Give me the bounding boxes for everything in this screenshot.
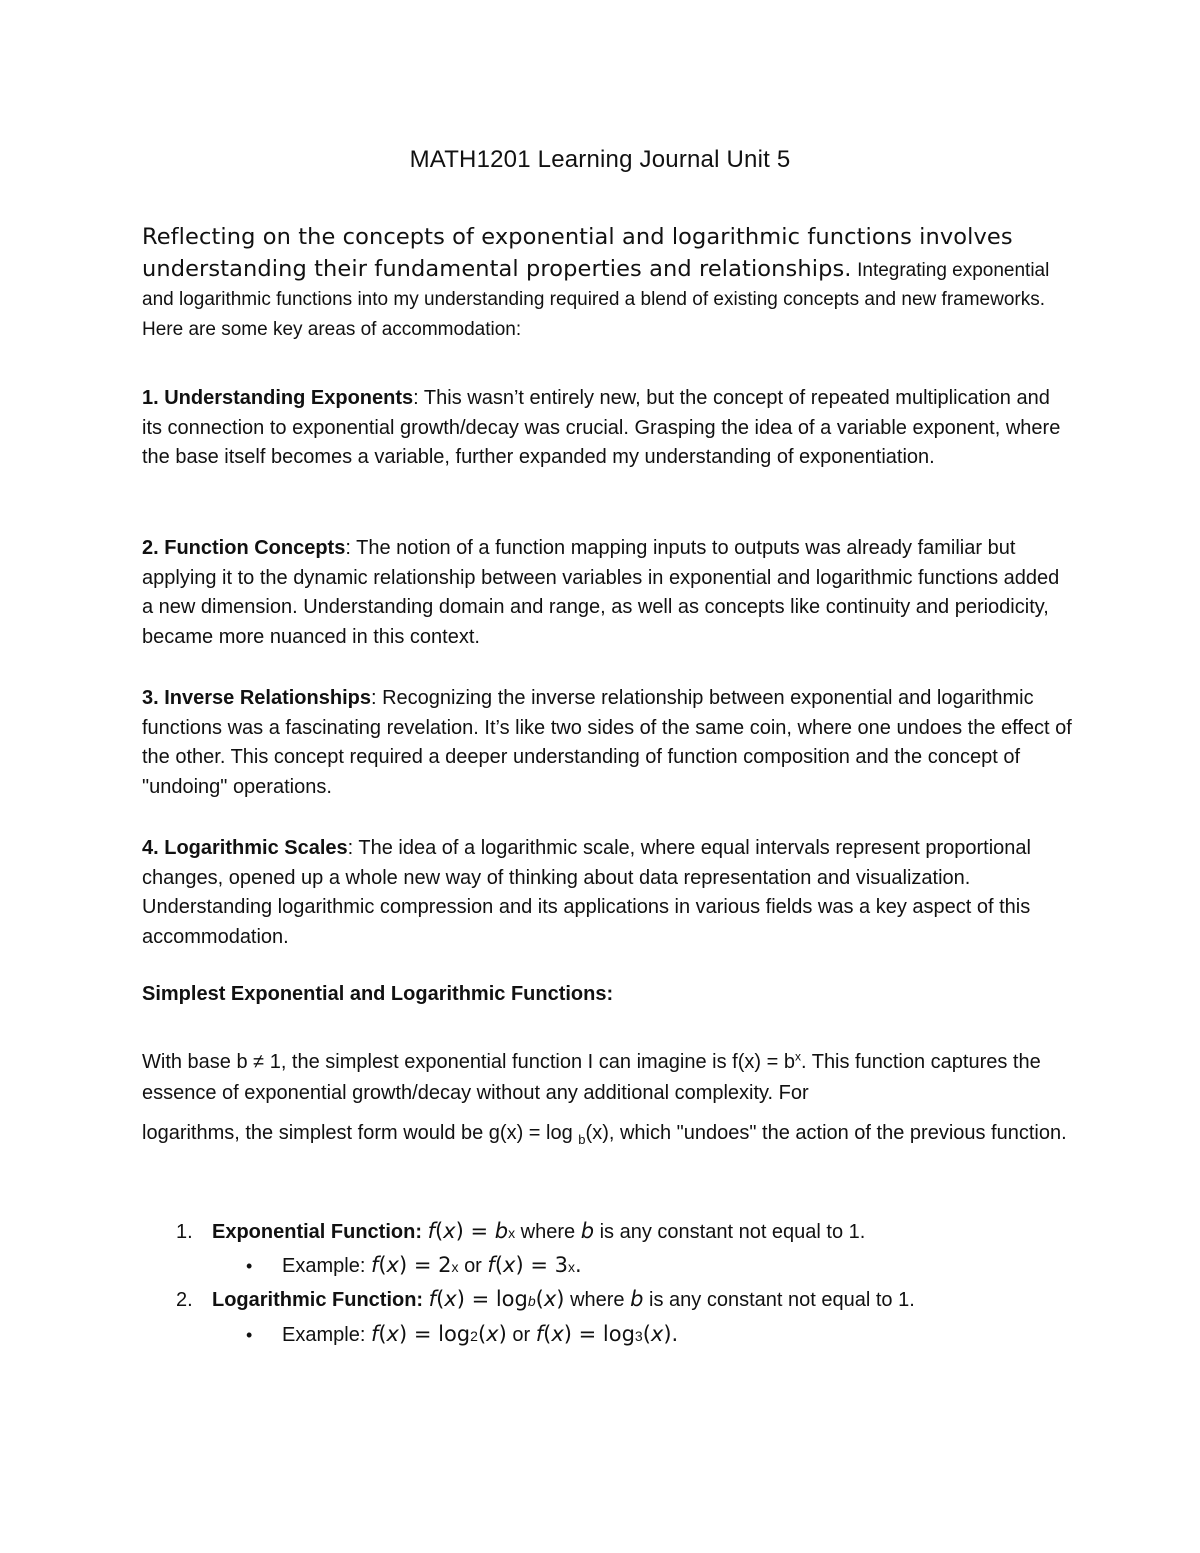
section-heading: 1. Understanding Exponents	[142, 387, 414, 409]
section-text: This wasn’t entirely new, but the concept of repeated multiplication and its connection to exponential growth/decay was crucial. Grasping the idea of a variable exponent, where the base itself becomes a variable, further expanded my understanding of exponentiation.	[142, 387, 1061, 468]
section-logarithmic-scales: 4. Logarithmic Scales: The idea of a logarithmic scale, where equal intervals represent proportional changes, opened up a whole new way of thinking about data representation and visualization. Understanding logarithmic compression and its applications in various fields was a key aspect of this accommodation.	[142, 837, 1031, 948]
bullet-icon: •	[246, 1325, 253, 1345]
section-text: The idea of a logarithmic scale, where equal intervals represent proportional changes, opened up a whole new way of thinking about data representation and visualization. Understanding logarithmic compression and its applications in various fields was a key aspect of this accommodation.	[142, 837, 1031, 948]
intro-paragraph	[142, 222, 1072, 344]
simplest-functions-heading: Simplest Exponential and Logarithmic Functions:	[142, 983, 614, 1005]
intro-rest: Integrating exponential and logarithmic functions into my understanding required a blend of existing concepts and new frameworks. Here are some key areas of accommodation:	[142, 259, 1050, 340]
intro-lead: Reflecting on the concepts of exponential and logarithmic functions involves understanding their fundamental properties and relationships.	[142, 224, 1013, 282]
section-function-concepts: 2. Function Concepts: The notion of a function mapping inputs to outputs was already familiar but applying it to the dynamic relationship between variables in exponential and logarithmic functions added a new dimension. Understanding domain and range, as well as concepts like continuity and periodicity, became more nuanced in this context.	[142, 537, 1060, 648]
section-text: Recognizing the inverse relationship between exponential and logarithmic functions was a fascinating revelation. It’s like two sides of the same coin, where one undoes the effect of the other. This concept required a deeper understanding of function composition and the concept of "undoing" operations.	[142, 687, 1072, 798]
simplest-functions-paragraph: With base b ≠ 1, the simplest exponential function I can imagine is $f(x) = b^x$. This function captures the essence of exponential growth/decay without any additional complexity. For logarithms, the simplest form would be g(x) = log $_b$(x), which "undoes" the action of the previous function.	[142, 1049, 1067, 1147]
section-understanding-exponents: 1. Understanding Exponents: This wasn’t entirely new, but the concept of repeated multiplication and its connection to exponential growth/decay was crucial. Grasping the idea of a variable exponent, where the base itself becomes a variable, further expanded my understanding of exponentiation.	[142, 387, 1061, 468]
section-heading: 2. Function Concepts	[142, 537, 346, 559]
list-bullet-exponential-example: • Example: f(x) = 2x or f(x) = 3x.	[246, 1253, 582, 1277]
list-item-logarithmic: 2. Logarithmic Function: f(x) = logb(x) where b is any constant not equal to 1.	[176, 1287, 915, 1311]
page-title: MATH1201 Learning Journal Unit 5	[409, 146, 791, 173]
list-bullet-logarithmic-example: • Example: f(x) = log2(x) or f(x) = log3(x).	[246, 1322, 679, 1346]
section-inverse-relationships: 3. Inverse Relationships: Recognizing the inverse relationship between exponential and logarithmic functions was a fascinating revelation. It’s like two sides of the same coin, where one undoes the effect of the other. This concept required a deeper understanding of function composition and the concept of "undoing" operations.	[142, 687, 1072, 798]
section-heading: 4. Logarithmic Scales	[142, 837, 348, 859]
list-item-exponential: 1. Exponential Function: f(x) = bx where b is any constant not equal to 1.	[176, 1219, 866, 1243]
bullet-icon: •	[246, 1256, 253, 1276]
section-heading: 3. Inverse Relationships	[142, 687, 371, 709]
section-text: The notion of a function mapping inputs to outputs was already familiar but applying it to the dynamic relationship between variables in exponential and logarithmic functions added a new dimension. Understanding domain and range, as well as concepts like continuity and periodicity, became more nuanced in this context.	[142, 537, 1060, 648]
